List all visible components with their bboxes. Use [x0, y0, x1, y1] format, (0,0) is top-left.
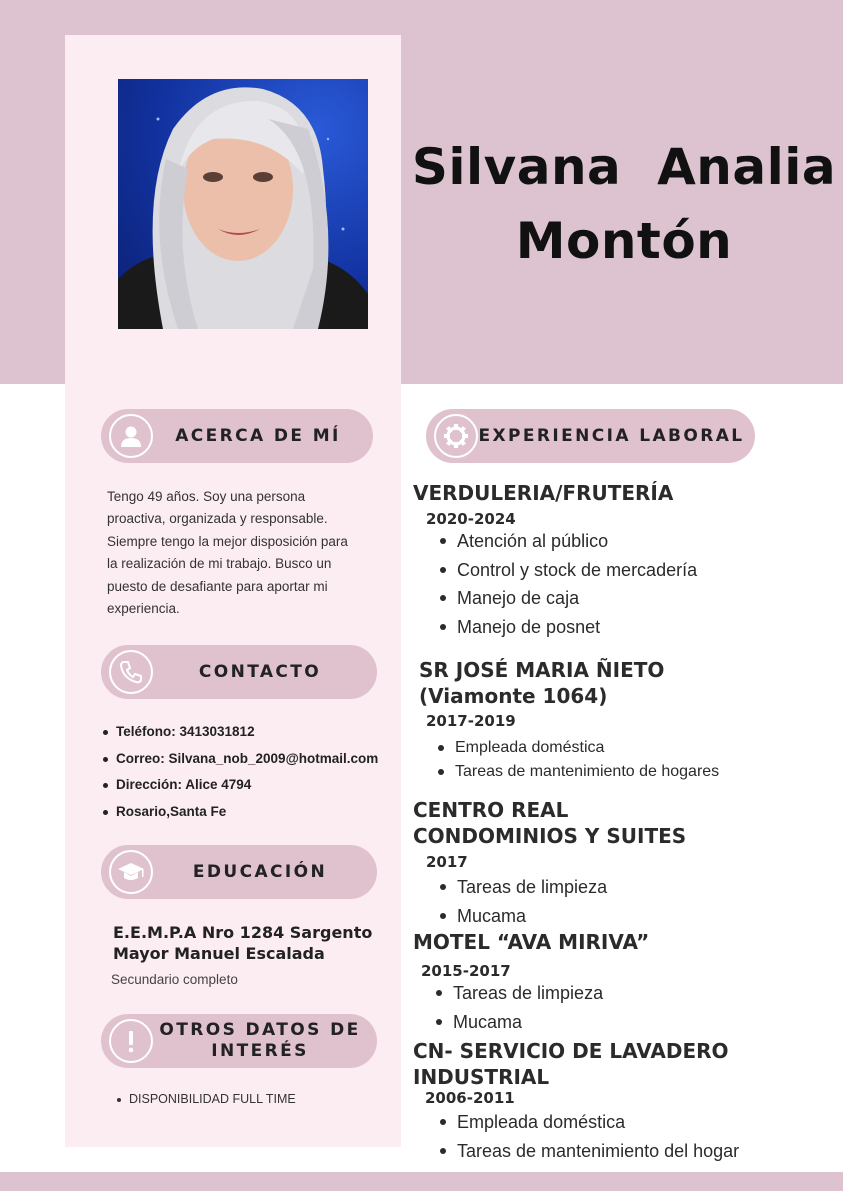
contact-heading	[101, 645, 377, 699]
degree: Secundario completo	[111, 972, 238, 987]
job-dates: 2015-2017	[421, 962, 511, 980]
name-second-line: Montón	[515, 212, 733, 270]
about-line: la realización de mi trabajo. Busco un	[107, 556, 332, 572]
contact-email: Correo: Silvana_nob_2009@hotmail.com	[116, 746, 406, 773]
profile-photo	[118, 79, 368, 329]
other-list	[129, 1092, 296, 1106]
footer-band	[0, 1172, 843, 1191]
duty-item: Atención al público	[457, 527, 697, 556]
about-line: proactiva, organizada y responsable.	[107, 511, 328, 527]
gear-icon	[434, 414, 478, 458]
duty-item: Control y stock de mercadería	[457, 556, 697, 585]
job-title-line2: INDUSTRIAL	[413, 1065, 550, 1089]
about-heading	[101, 409, 373, 463]
about-line: Siempre tengo la mejor disposición para	[107, 533, 348, 549]
other-heading-line: INTERÉS	[211, 1041, 309, 1061]
duty-item: Tareas de limpieza	[457, 873, 607, 902]
duty-item: Empleada doméstica	[457, 1108, 739, 1137]
about-heading-label: ACERCA DE MÍ	[175, 425, 341, 446]
job-duties	[457, 873, 607, 930]
education-heading	[101, 845, 377, 899]
job-dates: 2006-2011	[425, 1089, 515, 1107]
duty-item: Mucama	[457, 902, 607, 931]
name-first-line: Silvana Analia	[411, 138, 837, 196]
job-duties	[453, 979, 603, 1036]
other-heading-line: OTROS DATOS DE	[159, 1020, 361, 1040]
duty-item: Tareas de limpieza	[453, 979, 603, 1008]
exclamation-icon	[109, 1019, 153, 1063]
user-icon	[109, 414, 153, 458]
job-duties	[455, 736, 719, 784]
school-name-line: Mayor Manuel Escalada	[113, 944, 325, 963]
contact-heading-label: CONTACTO	[198, 661, 322, 682]
about-text	[107, 486, 379, 620]
phone-icon	[109, 650, 153, 694]
job-duties	[457, 527, 697, 642]
job-title-line2: CONDOMINIOS Y SUITES	[413, 824, 687, 848]
contact-phone: Teléfono: 3413031812	[116, 719, 406, 746]
other-item: DISPONIBILIDAD FULL TIME	[129, 1092, 296, 1106]
contact-city: Rosario,Santa Fe	[116, 799, 406, 826]
school-name	[113, 922, 393, 964]
duty-item: Manejo de caja	[457, 584, 697, 613]
job-title-line2: (Viamonte 1064)	[419, 684, 608, 708]
job-dates: 2020-2024	[426, 510, 516, 528]
other-heading-label	[153, 1020, 377, 1062]
job-title: MOTEL “AVA MIRIVA”	[413, 930, 650, 954]
contact-address: Dirección: Alice 4794	[116, 772, 406, 799]
duty-item: Mucama	[453, 1008, 603, 1037]
duty-item: Manejo de posnet	[457, 613, 697, 642]
contact-list	[116, 719, 406, 825]
job-duties	[457, 1108, 739, 1165]
other-heading	[101, 1014, 377, 1068]
education-heading-label: EDUCACIÓN	[192, 861, 328, 882]
job-title: VERDULERIA/FRUTERÍA	[413, 481, 674, 505]
about-line: Tengo 49 años. Soy una persona	[107, 489, 306, 504]
school-name-line: E.E.M.P.A Nro 1284 Sargento	[113, 923, 373, 942]
job-title: CN- SERVICIO DE LAVADERO	[413, 1039, 729, 1063]
job-dates: 2017	[426, 853, 468, 871]
experience-heading-label: EXPERIENCIA LABORAL	[478, 425, 745, 446]
duty-item: Tareas de mantenimiento de hogares	[455, 760, 719, 784]
about-line: experiencia.	[107, 601, 180, 617]
duty-item: Empleada doméstica	[455, 736, 719, 760]
job-title: CENTRO REAL	[413, 798, 569, 822]
job-dates: 2017-2019	[426, 712, 516, 730]
about-line: puesto de desafiante para aportar mi	[107, 578, 328, 594]
graduation-cap-icon	[109, 850, 153, 894]
job-title: SR JOSÉ MARIA ÑIETO	[419, 658, 665, 682]
duty-item: Tareas de mantenimiento del hogar	[457, 1137, 739, 1166]
experience-heading	[426, 409, 755, 463]
full-name	[405, 130, 843, 278]
